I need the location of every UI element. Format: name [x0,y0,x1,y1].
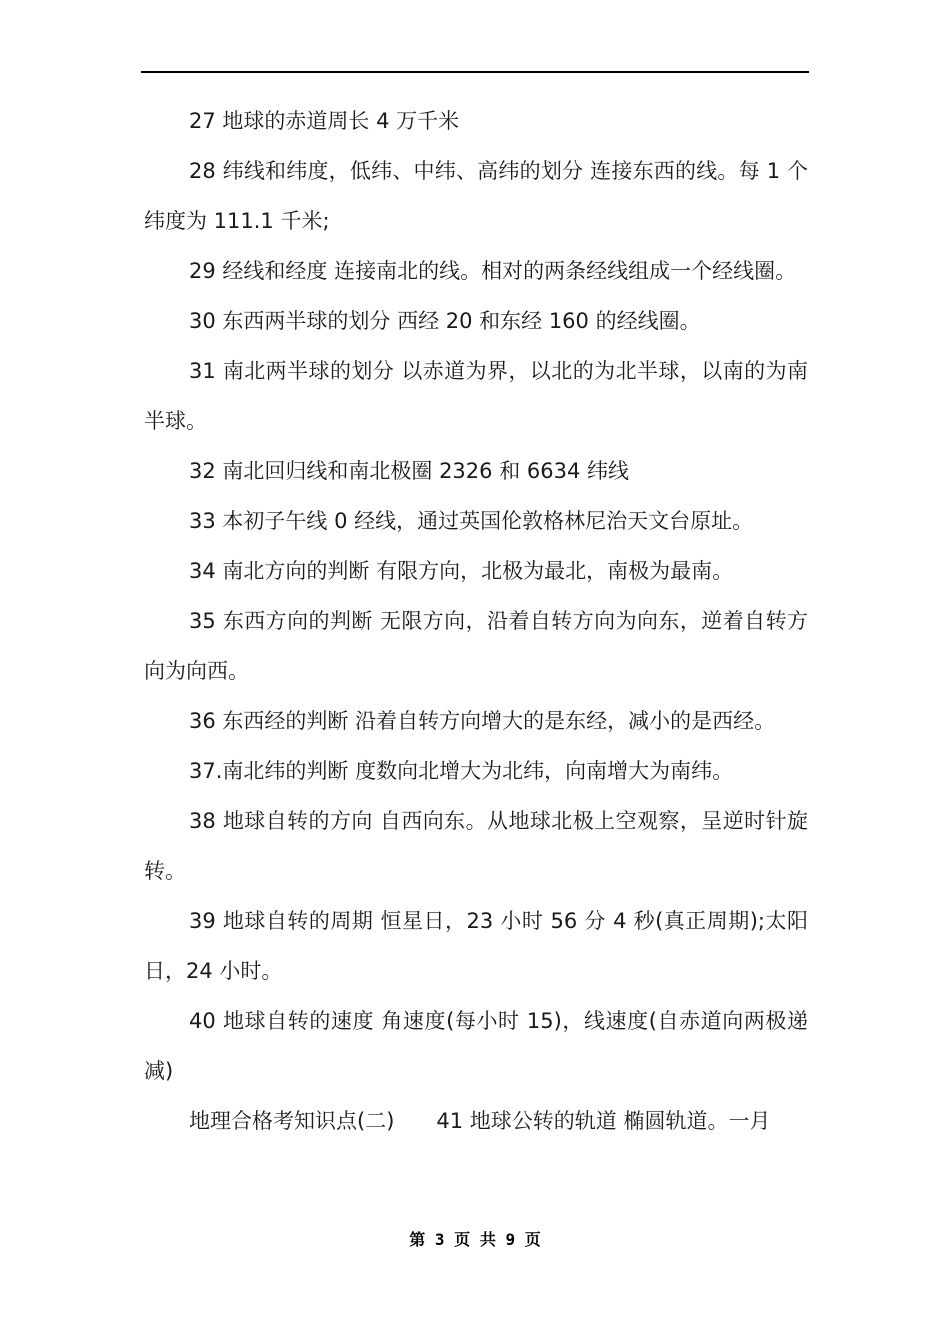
paragraph: 33 本初子午线 0 经线，通过英国伦敦格林尼治天文台原址。 [189,509,754,533]
paragraph: 27 地球的赤道周长 4 万千米 [189,109,460,133]
paragraph: 31 南北两半球的划分 以赤道为界，以北的为北半球，以南的为南半球。 [144,359,808,433]
paragraph: 28 纬线和纬度，低纬、中纬、高纬的划分 连接东西的线。每 1 个纬度为 111.1 千米; [144,159,808,233]
paragraph: 40 地球自转的速度 角速度(每小时 15)，线速度(自赤道向两极递减) [144,1009,808,1083]
paragraph: 30 东西两半球的划分 西经 20 和东经 160 的经线圈。 [189,309,701,333]
document-body [144,96,808,1146]
paragraph: 32 南北回归线和南北极圈 2326 和 6634 纬线 [189,459,629,483]
paragraph: 地理合格考知识点(二) 41 地球公转的轨道 椭圆轨道。一月 [189,1109,771,1133]
paragraph: 29 经线和经度 连接南北的线。相对的两条经线组成一个经线圈。 [189,259,797,283]
header-rule [141,71,809,73]
page-number: 第 3 页 共 9 页 [409,1230,541,1249]
paragraph: 38 地球自转的方向 自西向东。从地球北极上空观察，呈逆时针旋转。 [144,809,808,883]
paragraph: 34 南北方向的判断 有限方向，北极为最北，南极为最南。 [189,559,734,583]
paragraph: 39 地球自转的周期 恒星日，23 小时 56 分 4 秒(真正周期);太阳日，24 小时。 [144,909,808,983]
paragraph: 36 东西经的判断 沿着自转方向增大的是东经，减小的是西经。 [189,709,776,733]
paragraph: 37.南北纬的判断 度数向北增大为北纬，向南增大为南纬。 [189,759,734,783]
paragraph: 35 东西方向的判断 无限方向，沿着自转方向为向东，逆着自转方向为向西。 [144,609,808,683]
